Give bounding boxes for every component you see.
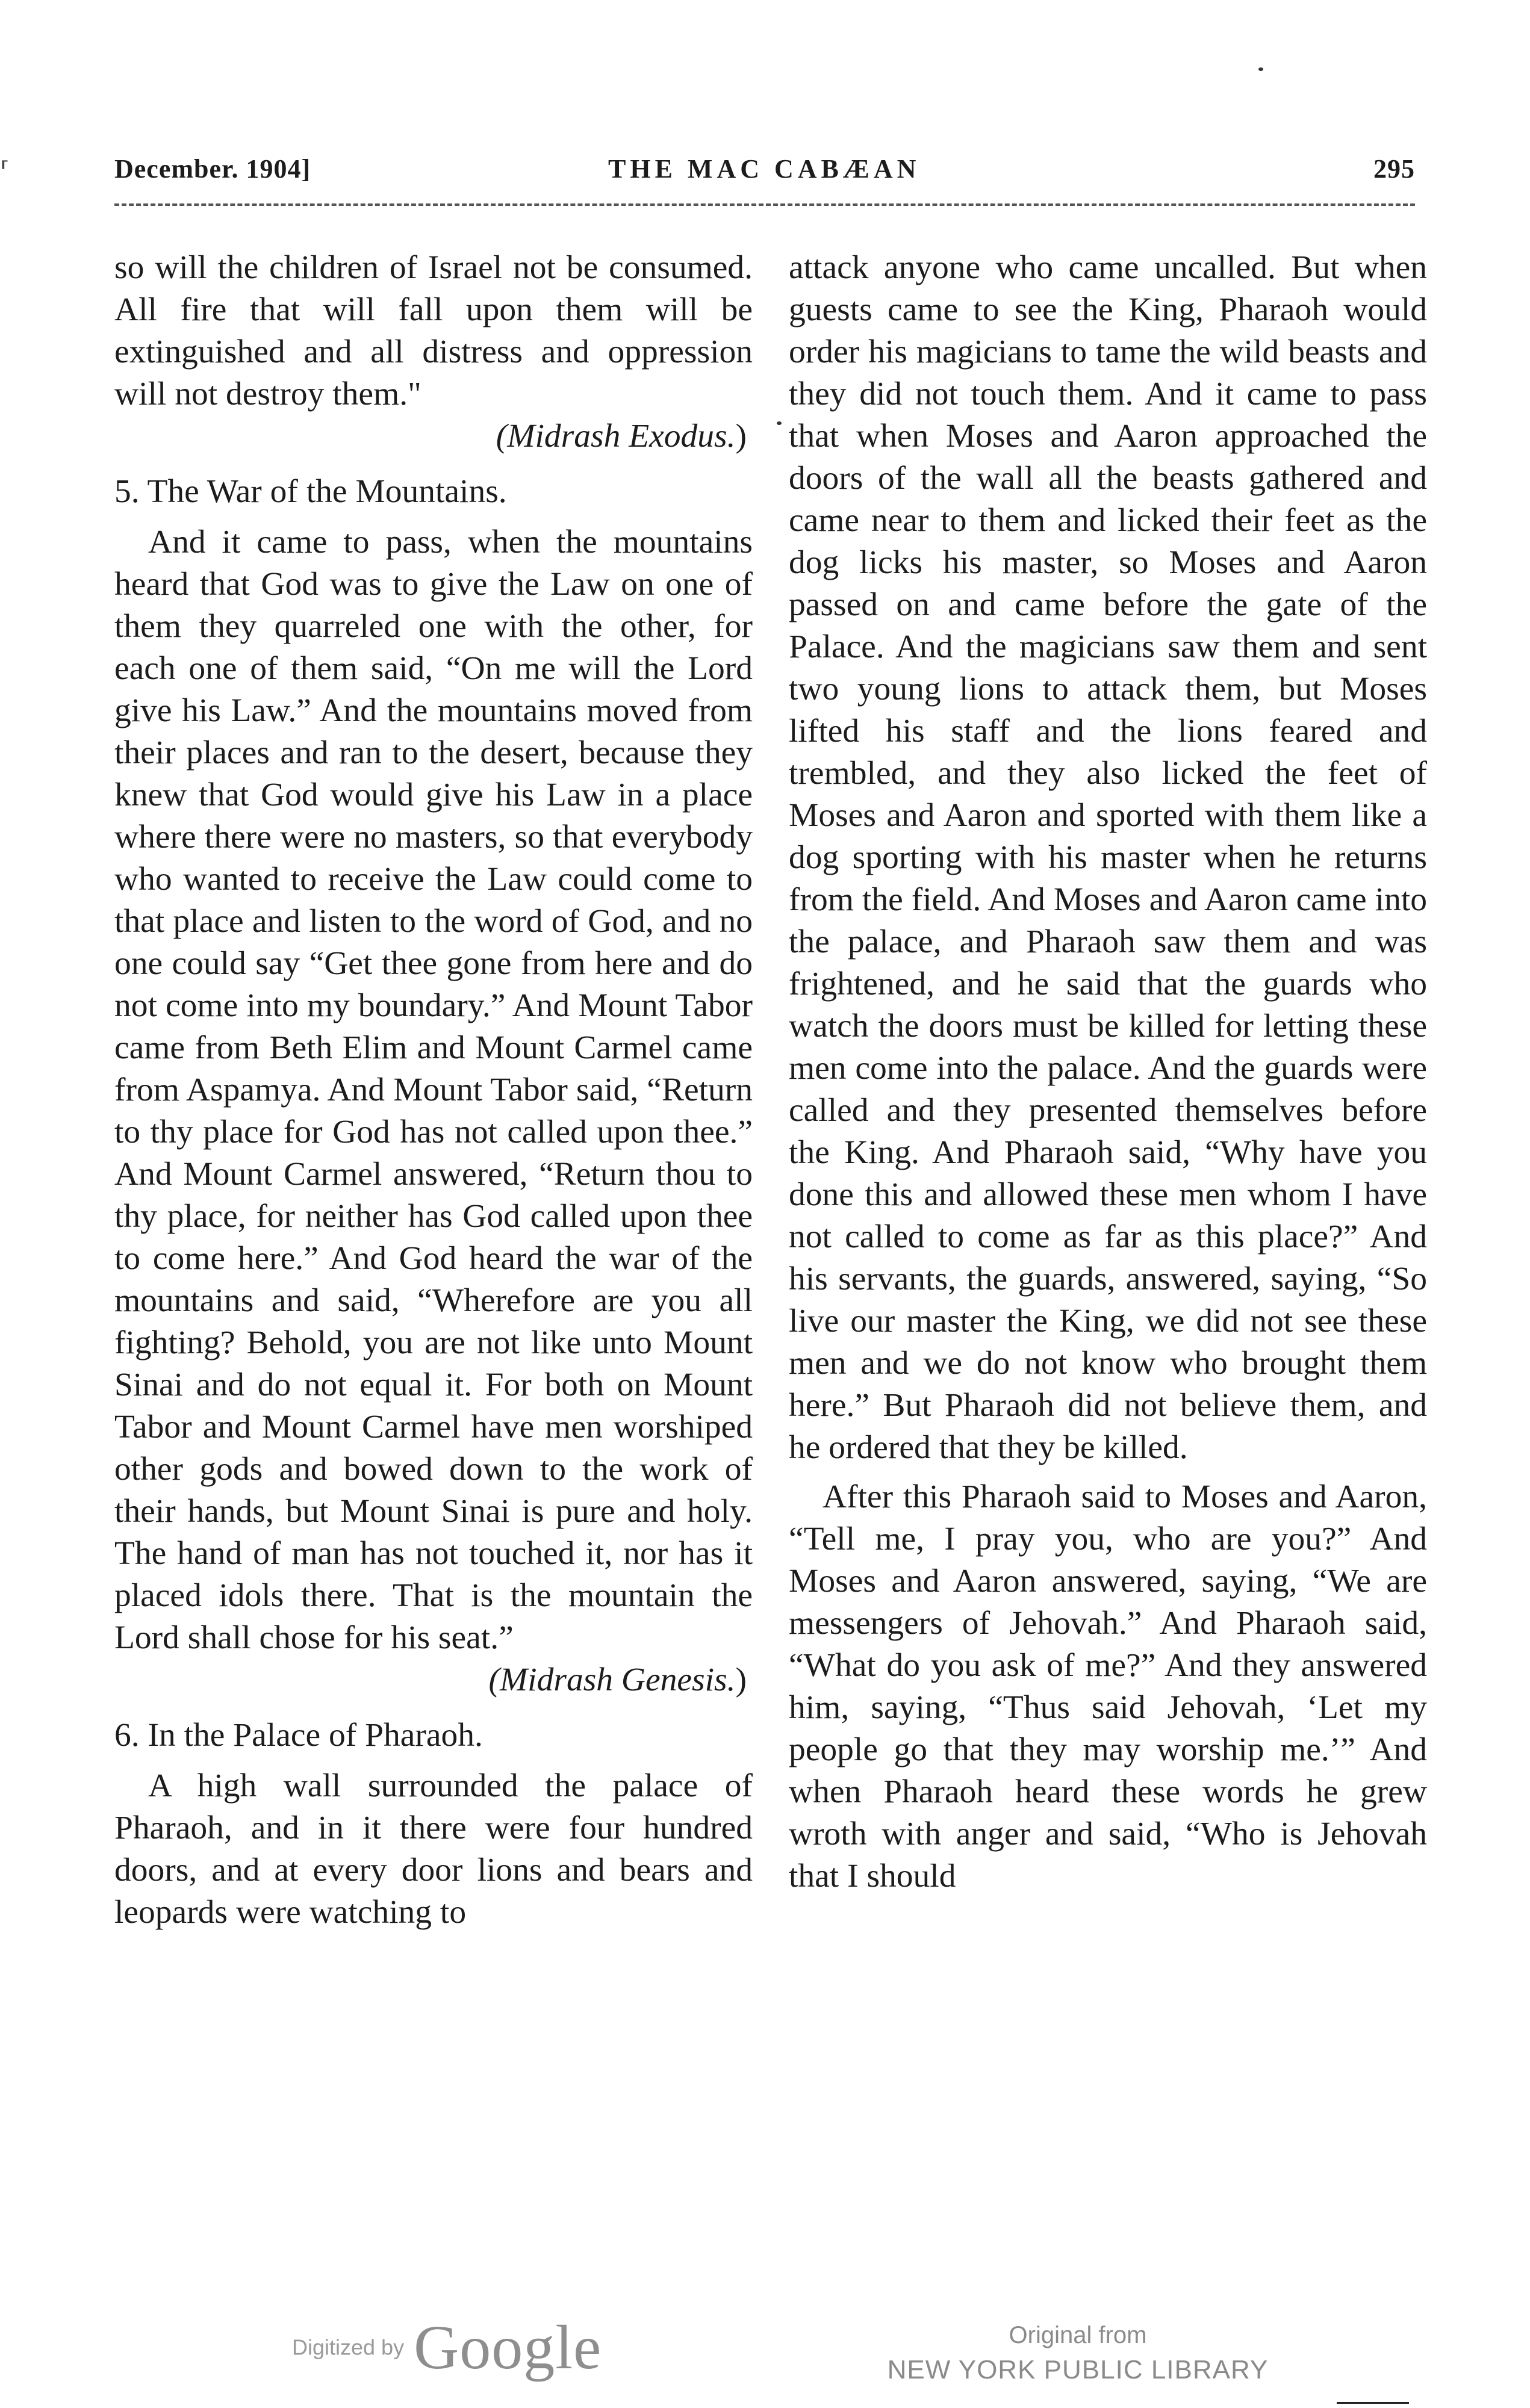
citation-text: (Midrash Genesis. bbox=[488, 1662, 736, 1698]
digitized-by-label: Digitized by bbox=[292, 2335, 405, 2360]
paragraph: And it came to pass, when the mountains heard that God was to give the Law on one of them they quarreled one with the other, for each one of them said, “On me will the Lord give his Law.” And the mountains moved from their places and ran to the desert, because they knew that God would give his Law in a place where there were no masters, so that everybody who wanted to receive the Law could come to that place and listen to the word of God, and no one could say “Get thee gone from here and do not come into my boundary.” And Mount Tabor came from Beth Elim and Mount Carmel came from Aspamya. And Mount Tabor said, “Return to thy place for God has not called upon thee.” And Mount Carmel answered, “Return thou to thy place, for neither has God called upon thee to come here.” And God heard the war of the mountains and said, “Wherefore are you all fighting? Behold, you are not like unto Mount Sinai and do not equal it. For both on Mount Tabor and Mount Carmel have men worshiped other gods and bowed down to the work of their hands, but Mount Sinai is pure and holy. The hand of man has not touched it, nor has it placed idols there. That is the mountain the Lord shall chose for his seat.” bbox=[114, 524, 753, 1656]
header-title: THE MAC CABÆAN bbox=[608, 154, 921, 184]
stray-dot bbox=[777, 421, 782, 425]
header-rule bbox=[114, 203, 1415, 206]
digitized-by-notice bbox=[292, 2312, 602, 2383]
paragraph: A high wall surrounded the palace of Pharaoh, and in it there were four hundred doors, and at every door lions and bears and leopards were watching to bbox=[114, 1767, 753, 1931]
left-column bbox=[114, 247, 753, 1934]
page-number: 295 bbox=[1373, 154, 1415, 184]
paragraph: attack anyone who came uncalled. But when guests came to see the King, Pharaoh would order his magicians to tame the wild beasts and they did not touch them. And it came to pass that when Moses and Aaron approached the doors of the wall all the beasts gathered and came near to them and licked their feet as the dog licks his master, so Moses and Aaron passed on and came before the gate of the Palace. And the magicians saw them and sent two young lions to attack them, but Moses lifted his staff and the lions feared and trembled, and they also licked the feet of Moses and Aaron and sported with them like a dog sporting with his master when he returns from the field. And Moses and Aaron came into the palace, and Pharaoh saw them and was frightened, and he said that the guards who watch the doors must be killed for letting these men come into the palace. And the guards were called and they presented themselves before the King. And Pharaoh said, “Why have you done this and allowed these men whom I have not called to come as far as this place?” And his servants, the guards, answered, saying, “So live our master the King, we did not see these men and we do not know who brought them here.” But Pharaoh did not believe them, and he ordered that they be killed. bbox=[789, 249, 1427, 1466]
citation-text: (Midrash Exodus. bbox=[496, 418, 736, 455]
original-source-notice bbox=[885, 2318, 1270, 2388]
citation bbox=[114, 1659, 753, 1701]
citation bbox=[114, 415, 753, 458]
header-date: December. 1904] bbox=[114, 154, 311, 184]
bottom-rule bbox=[1337, 2402, 1409, 2404]
citation-close: ) bbox=[735, 1662, 747, 1698]
section-heading: 6. In the Palace of Pharaoh. bbox=[114, 1717, 483, 1754]
running-header bbox=[114, 154, 1415, 196]
original-from-label: Original from bbox=[1009, 2322, 1147, 2348]
paragraph: so will the children of Israel not be consumed. All fire that will fall upon them will be extinguished and all distress and oppression will not destroy them." bbox=[114, 249, 753, 412]
stray-dot bbox=[1258, 67, 1263, 71]
library-name: NEW YORK PUBLIC LIBRARY bbox=[887, 2355, 1269, 2385]
citation-close: ) bbox=[735, 418, 747, 455]
section-heading: 5. The War of the Mountains. bbox=[114, 473, 507, 510]
paragraph: After this Pharaoh said to Moses and Aaron, “Tell me, I pray you, who are you?” And Moses and Aaron answered, saying, “We are messengers of Jehovah.” And Pharaoh said, “What do you ask of me?” And they answered him, saying, “Thus said Jehovah, ‘Let my people go that they may worship me.’” And when Pharaoh heard these words he grew wroth with anger and said, “Who is Jehovah that I should bbox=[789, 1479, 1427, 1894]
right-column bbox=[789, 247, 1427, 1898]
google-logo: Google bbox=[414, 2313, 602, 2382]
margin-mark: ⸢ bbox=[0, 157, 10, 184]
paragraph-gap bbox=[789, 1469, 1427, 1476]
